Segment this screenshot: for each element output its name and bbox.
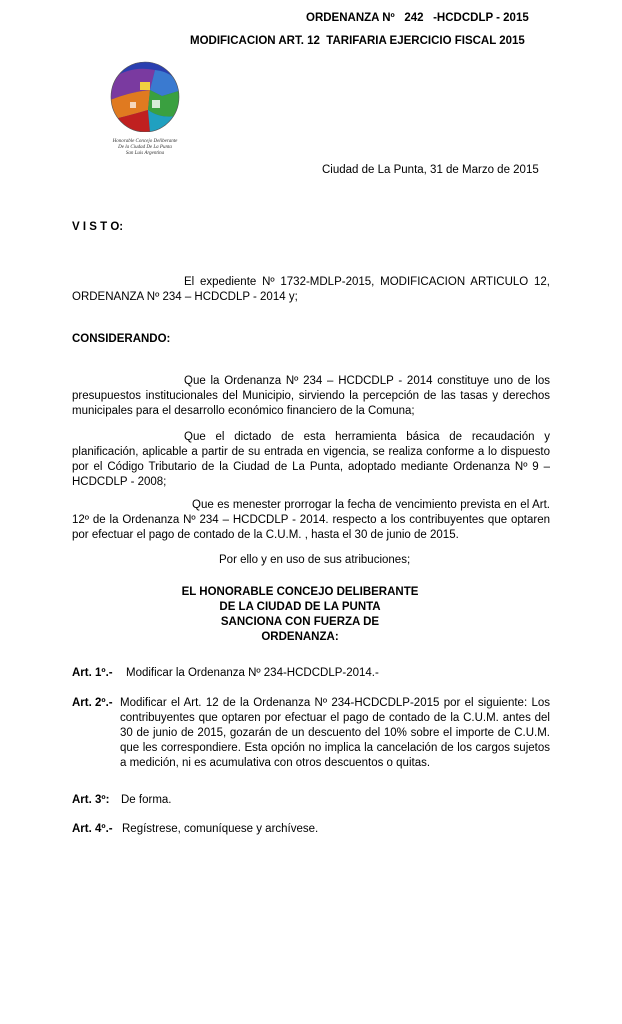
sanciona-line-2: DE LA CIUDAD DE LA PUNTA [219, 601, 381, 613]
article-3-text: De forma. [121, 794, 172, 806]
visto-text: El expediente Nº 1732-MDLP-2015, MODIFICACION ARTICULO 12, ORDENANZA Nº 234 – HCDCDLP - 2014 y; [72, 276, 550, 303]
article-3-label: Art. 3º: [72, 794, 110, 806]
date-line: Ciudad de La Punta, 31 de Marzo de 2015 [322, 164, 539, 176]
considerando-paragraph-4: Por ello y en uso de sus atribuciones; [219, 554, 411, 566]
article-4-label: Art. 4º.- [72, 823, 113, 835]
ordinance-subject: MODIFICACION ART. 12 TARIFARIA EJERCICIO FISCAL 2015 [190, 35, 525, 47]
considerando-paragraph-1: Que la Ordenanza Nº 234 – HCDCDLP - 2014 constituye uno de los presupuestos institucionales del Municipio, sirviendo la percepción de las tasas y derechos municipales para el desarrollo económico financiero de la Comuna; [72, 375, 550, 417]
considerando-paragraph-2: Que el dictado de esta herramienta básica de recaudación y planificación, aplicable a partir de su entrada en vigencia, se realiza conforme a lo dispuesto por el Código Tributario de la Ciudad de La Punta, adoptado mediante Ordenanza Nº 9 – HCDCDLP - 2008; [72, 431, 550, 488]
sanciona-line-1: EL HONORABLE CONCEJO DELIBERANTE [181, 586, 419, 598]
sanciona-line-3: SANCIONA CON FUERZA DE [220, 616, 380, 628]
council-emblem-icon [100, 60, 190, 132]
council-logo [100, 60, 190, 162]
article-2-text: Modificar el Art. 12 de la Ordenanza Nº 234-HCDCDLP-2015 por el siguiente: Los contribuyentes que optaren por efectuar el pago de contado de la C.U.M. antes del 30 de junio de 2015, gozarán de un descuento del 10% sobre el importe de C.U.M. que les correspondiere. Esta opción no implica la cancelación de los cargos sujetos a medición, ni es acumulativa con otros descuentos o quitas. [120, 697, 550, 769]
logo-caption-line2: De la Ciudad De La Punta [118, 145, 172, 150]
article-4-text: Regístrese, comuníquese y archívese. [122, 823, 319, 835]
article-1 [72, 666, 550, 681]
article-2 [72, 696, 550, 771]
sanciona-line-4: ORDENANZA: [261, 631, 339, 643]
considerando-heading: CONSIDERANDO: [72, 333, 171, 345]
ordinance-number: ORDENANZA Nº 242 -HCDCDLP - 2015 [306, 12, 529, 24]
visto-heading: V I S T O: [72, 221, 124, 233]
article-1-text: Modificar la Ordenanza Nº 234-HCDCDLP-2014.- [126, 667, 379, 679]
article-3 [72, 793, 550, 808]
considerando-paragraph-3: Que es menester prorrogar la fecha de vencimiento prevista en el Art. 12º de la Ordenanza Nº 234 – HCDCDLP - 2014. respecto a los contribuyentes que optaren por efectuar el pago de contado de la C.U.M. , hasta el 30 de junio de 2015. [72, 499, 550, 541]
article-2-label: Art. 2º.- [72, 697, 113, 709]
sanciona-block [170, 585, 430, 645]
logo-caption-line3: San Luis Argentina [125, 151, 165, 156]
article-1-label: Art. 1º.- [72, 667, 113, 679]
logo-caption-line1: Honorable Concejo Deliberante [112, 139, 178, 144]
article-4 [72, 822, 550, 837]
